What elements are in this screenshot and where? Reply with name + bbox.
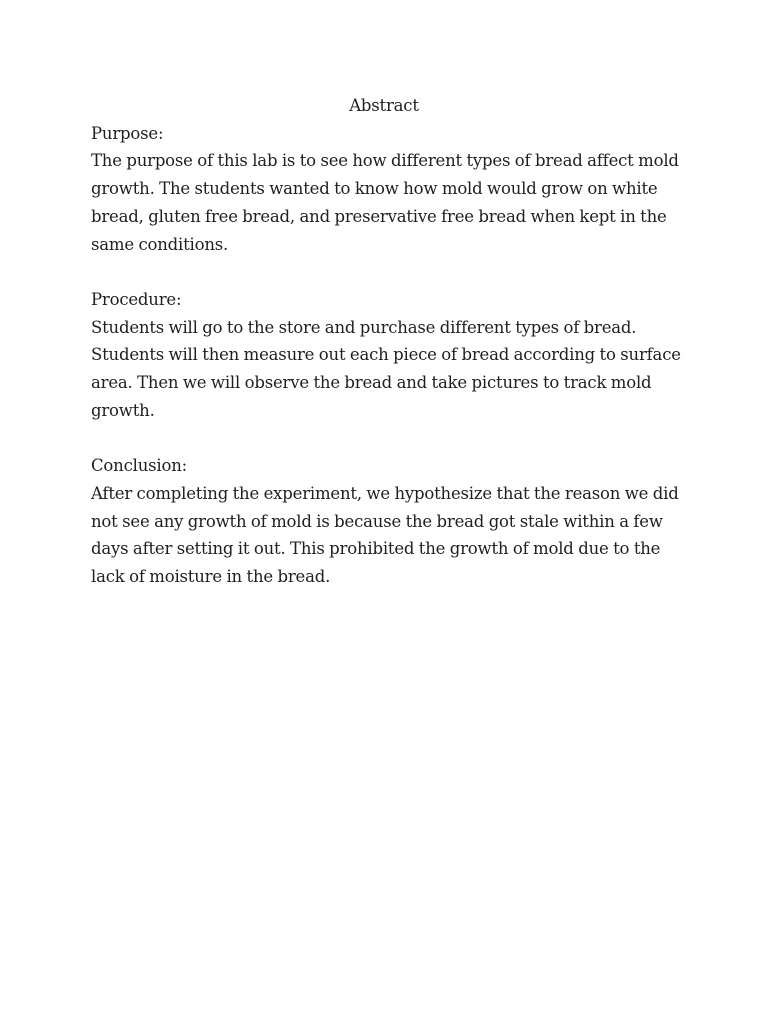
- section-body-purpose: The purpose of this lab is to see how different types of bread affect mold growth. The students wanted to know how mold would grow on white bread, gluten free bread, and preservative free bread when kept in the same conditions.: [91, 151, 679, 254]
- document-content: [91, 92, 691, 591]
- section-heading-procedure: Procedure:: [91, 289, 182, 309]
- section-purpose: [91, 120, 691, 259]
- section-body-conclusion: After completing the experiment, we hypothesize that the reason we did not see any growth of mold is because the bread got stale within a few days after setting it out. This prohibited the growth of mold due to the lack of moisture in the bread.: [91, 483, 679, 586]
- section-conclusion: [91, 452, 691, 591]
- section-body-procedure: Students will go to the store and purchase different types of bread. Students will then measure out each piece of bread according to surface area. Then we will observe the bread and take pictures to track mold growth.: [91, 317, 681, 420]
- section-heading-purpose: Purpose:: [91, 123, 164, 143]
- section-heading-conclusion: Conclusion:: [91, 456, 187, 476]
- section-procedure: [91, 286, 691, 425]
- document-title: Abstract: [349, 96, 419, 115]
